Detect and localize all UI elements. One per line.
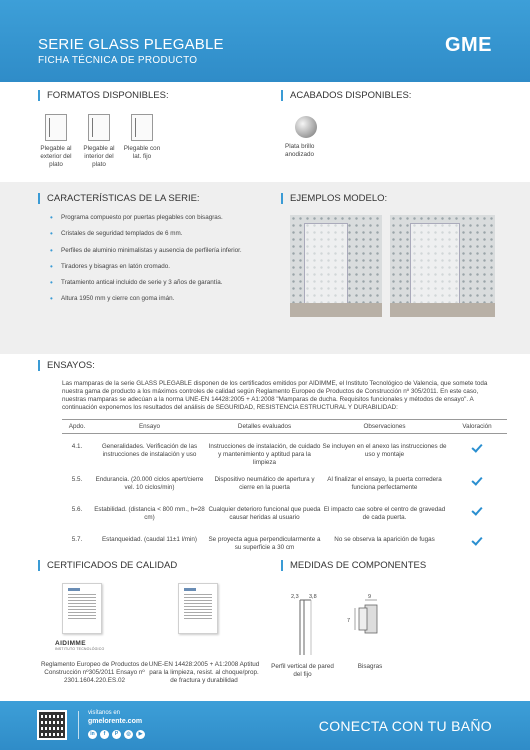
finish-swatch-icon: [295, 116, 317, 138]
cell-ensayo: Estabilidad. (distancia < 800 mm., h=28 cm): [94, 505, 205, 521]
format-label: Plegable con lat. fijo: [123, 145, 161, 161]
qr-code-icon[interactable]: [37, 710, 67, 740]
cell-ensayo: Endurancia. (20.000 ciclos apert/cierre vel. 10 ciclos/min): [95, 475, 204, 491]
bisagra-drawing-icon: [345, 590, 395, 650]
certificate-document-1: [62, 583, 102, 634]
acabados-section-title: ACABADOS DISPONIBLES:: [281, 90, 411, 101]
format-item-lat-fijo: [122, 114, 162, 161]
youtube-icon[interactable]: ▶: [136, 730, 145, 739]
col-observaciones: Observaciones: [322, 420, 447, 434]
cell-ensayo: Estanqueidad. (caudal 11±1 l/min): [101, 535, 198, 543]
ensayos-section-title: ENSAYOS:: [38, 360, 95, 371]
caracteristicas-section-title: CARACTERÍSTICAS DE LA SERIE:: [38, 193, 200, 204]
cell-detalles: Se proyecta agua perpendicularmente a su superficie a 30 cm: [208, 535, 321, 551]
cell-apdo: 5.5.: [71, 475, 83, 483]
cell-valoracion: [447, 527, 507, 557]
format-label: Plegable al interior del plato: [83, 145, 115, 169]
checkmark-icon: [471, 504, 482, 515]
linkedin-icon[interactable]: in: [88, 730, 97, 739]
formatos-section-title: FORMATOS DISPONIBLES:: [38, 90, 169, 101]
format-item-exterior: [36, 114, 76, 170]
dim-label: 3,8: [309, 594, 317, 600]
feature-item: • Tiradores y bisagras en latón cromado.: [50, 263, 270, 279]
col-detalles: Detalles evaluados: [207, 420, 322, 434]
table-row: [62, 434, 507, 467]
cell-observaciones: El impacto cae sobre el centro de gravedad de cada puerta.: [323, 505, 446, 521]
table-row: [62, 467, 507, 497]
feature-item: • Programa compuesto por puertas plegables con bisagras.: [50, 214, 270, 230]
table-row: [62, 497, 507, 527]
ensayos-intro-text: Las mamparas de la serie GLASS PLEGABLE disponen de los certificados emitidos por AIDIMME, el Instituto Tecnológico de Valencia, que somete toda nuestra gama de producto a los máximos controles de calidad según Reglamento Europeo de Productos de Construcción nº 305/2011. En este caso, nuestras mamparas se adecúan a la norma UNE-EN 14428:2005 + A1:2008 "Mamparas de ducha. Requisitos funcionales y métodos de ensayo". A continuación exponemos los resultados del análisis de SEGURIDAD, RESISTENCIA ESTRUCTURAL Y DURABILIDAD:: [62, 380, 488, 411]
footer-slogan: CONECTA CON TU BAÑO: [318, 718, 492, 734]
footer-banner: [0, 701, 530, 750]
format-interior-icon: [88, 114, 110, 141]
tests-table: [62, 419, 507, 557]
features-list: [50, 214, 270, 312]
finish-item: [285, 116, 345, 159]
example-photo-1: [290, 215, 382, 317]
format-label: Plegable al exterior del plato: [40, 145, 72, 169]
tests-header-row: [62, 420, 507, 434]
component-caption-bisagras: Bisagras: [357, 663, 383, 670]
cell-observaciones: Al finalizar el ensayo, la puerta corredera funciona perfectamente: [327, 475, 442, 491]
col-valoracion: Valoración: [447, 420, 507, 434]
dim-label: 2,3: [291, 594, 299, 600]
cell-apdo: 5.6.: [71, 505, 83, 513]
cell-valoracion: [447, 467, 507, 497]
aidimme-logo-text: AIDIMME: [55, 640, 86, 647]
cell-valoracion: [447, 434, 507, 467]
pinterest-icon[interactable]: P: [112, 730, 121, 739]
feature-item: • Cristales de seguridad templados de 6 mm.: [50, 230, 270, 246]
page-title: SERIE GLASS PLEGABLE: [38, 36, 224, 53]
example-photo-2: [390, 215, 495, 317]
header-banner: [0, 0, 530, 82]
ejemplos-section-title: EJEMPLOS MODELO:: [281, 193, 387, 204]
cell-detalles: Instrucciones de instalación, de cuidado y mantenimiento y aptitud para la limpieza: [208, 443, 321, 466]
format-item-interior: [79, 114, 119, 170]
instagram-icon[interactable]: ◎: [124, 730, 133, 739]
facebook-icon[interactable]: f: [100, 730, 109, 739]
checkmark-icon: [471, 441, 482, 452]
page-subtitle: FICHA TÉCNICA DE PRODUCTO: [38, 55, 198, 66]
aidimme-logo: [55, 640, 110, 651]
visit-label: visítanos en: [88, 710, 121, 716]
certificate-caption-1: Reglamento Europeo de Productos de Construcción nº305/2011 Ensayo nº 2301.1604.220.ES.02: [40, 661, 149, 685]
table-row: [62, 527, 507, 557]
cell-observaciones: Se incluyen en el anexo las instrucciones de uso y montaje: [322, 443, 447, 458]
cell-apdo: 5.7.: [71, 535, 83, 543]
certificate-document-2: [178, 583, 218, 634]
col-ensayo: Ensayo: [92, 420, 207, 434]
cell-detalles: Cualquier deterioro funcional que pueda causar heridas al usuario: [208, 505, 321, 521]
checkmark-icon: [471, 474, 482, 485]
format-lat-fijo-icon: [131, 114, 153, 141]
website-link[interactable]: gmelorente.com: [88, 718, 143, 725]
cell-observaciones: No se observa la aparición de fugas: [334, 535, 435, 543]
dim-label: 9: [368, 594, 372, 600]
certificados-section-title: CERTIFICADOS DE CALIDAD: [38, 560, 177, 571]
perfil-drawing-icon: [285, 590, 325, 660]
feature-item: • Altura 1950 mm y cierre con goma imán.: [50, 295, 270, 311]
feature-item: • Perfiles de aluminio minimalistas y ausencia de perfilería inferior.: [50, 247, 270, 263]
checkmark-icon: [471, 534, 482, 545]
dim-label: 7: [347, 618, 351, 624]
medidas-section-title: MEDIDAS DE COMPONENTES: [281, 560, 426, 571]
certificate-caption-2: UNE-EN 14428:2005 + A1:2008 Aptitud para la limpieza, resist. al choque/prop. de fractura y durabilidad: [148, 661, 260, 685]
cell-apdo: 4.1.: [71, 443, 83, 450]
aidimme-logo-subtext: INSTITUTO TECNOLÓGICO: [55, 647, 105, 651]
cell-ensayo: Generalidades. Verificación de las instrucciones de instalación y uso: [101, 443, 198, 458]
component-caption-perfil: Perfil vertical de pared del fijo: [271, 663, 334, 679]
format-exterior-icon: [45, 114, 67, 141]
cell-valoracion: [447, 497, 507, 527]
brand-logo: GME: [444, 34, 492, 56]
finish-label: Plata brillo anodizado: [285, 143, 315, 159]
cell-detalles: Dispositivo neumático de apertura y cierre en la puerta: [214, 475, 315, 491]
social-icons: [88, 730, 145, 739]
col-apdo: Apdo.: [62, 420, 92, 434]
feature-item: • Tratamiento anticał incluido de serie y 3 años de garantía.: [50, 279, 270, 295]
